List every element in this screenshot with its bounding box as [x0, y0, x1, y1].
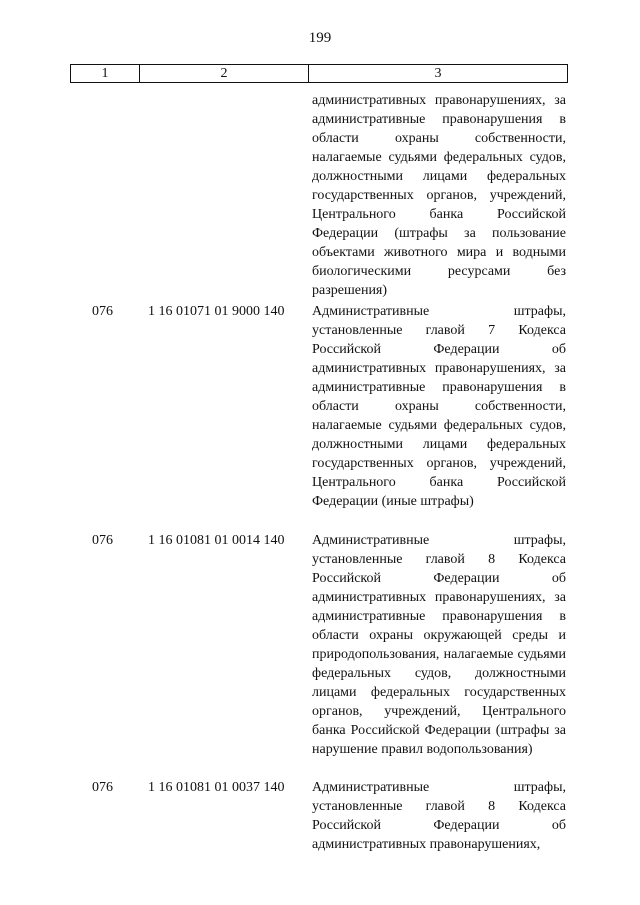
- column-header-table: [70, 64, 568, 83]
- admin-code: 076: [92, 304, 113, 319]
- kbk-code: 1 16 01071 01 9000 140: [148, 304, 285, 319]
- admin-code: 076: [92, 533, 113, 548]
- row-description: Административные штрафы, установленные главой 8 Кодекса Российской Федерации об административных правонарушениях,: [312, 780, 566, 852]
- row-description: Административные штрафы, установленные главой 8 Кодекса Российской Федерации об административных правонарушениях, за административные правонарушения в области охраны окружающей среды и природопользования, налагаемые судьями федеральных судов, должностными лицами федеральных государственных органов, учреждений, Центрального банка Российской Федерации (штрафы за нарушение правил водопользования): [312, 533, 566, 757]
- column-header-row: [71, 65, 568, 83]
- column-header-3: 3: [309, 65, 568, 83]
- row-description: Административные штрафы, установленные главой 7 Кодекса Российской Федерации об административных правонарушениях, за административные правонарушения в области охраны собственности, налагаемые судьями федеральных судов, должностными лицами федеральных государственных органов, учреждений, Центрального банка Российской Федерации (иные штрафы): [312, 304, 566, 509]
- row-description: административных правонарушениях, за административные правонарушения в области охраны собственности, налагаемые судьями федеральных судов, должностными лицами федеральных государственных органов, учреждений, Центрального банка Российской Федерации (штрафы за пользование объектами животного мира и водными биологическими ресурсами без разрешения): [312, 93, 566, 298]
- column-header-1: 1: [71, 65, 140, 83]
- column-header-2: 2: [140, 65, 309, 83]
- kbk-code: 1 16 01081 01 0037 140: [148, 780, 285, 795]
- page-number: 199: [308, 30, 332, 46]
- kbk-code: 1 16 01081 01 0014 140: [148, 533, 285, 548]
- admin-code: 076: [92, 780, 113, 795]
